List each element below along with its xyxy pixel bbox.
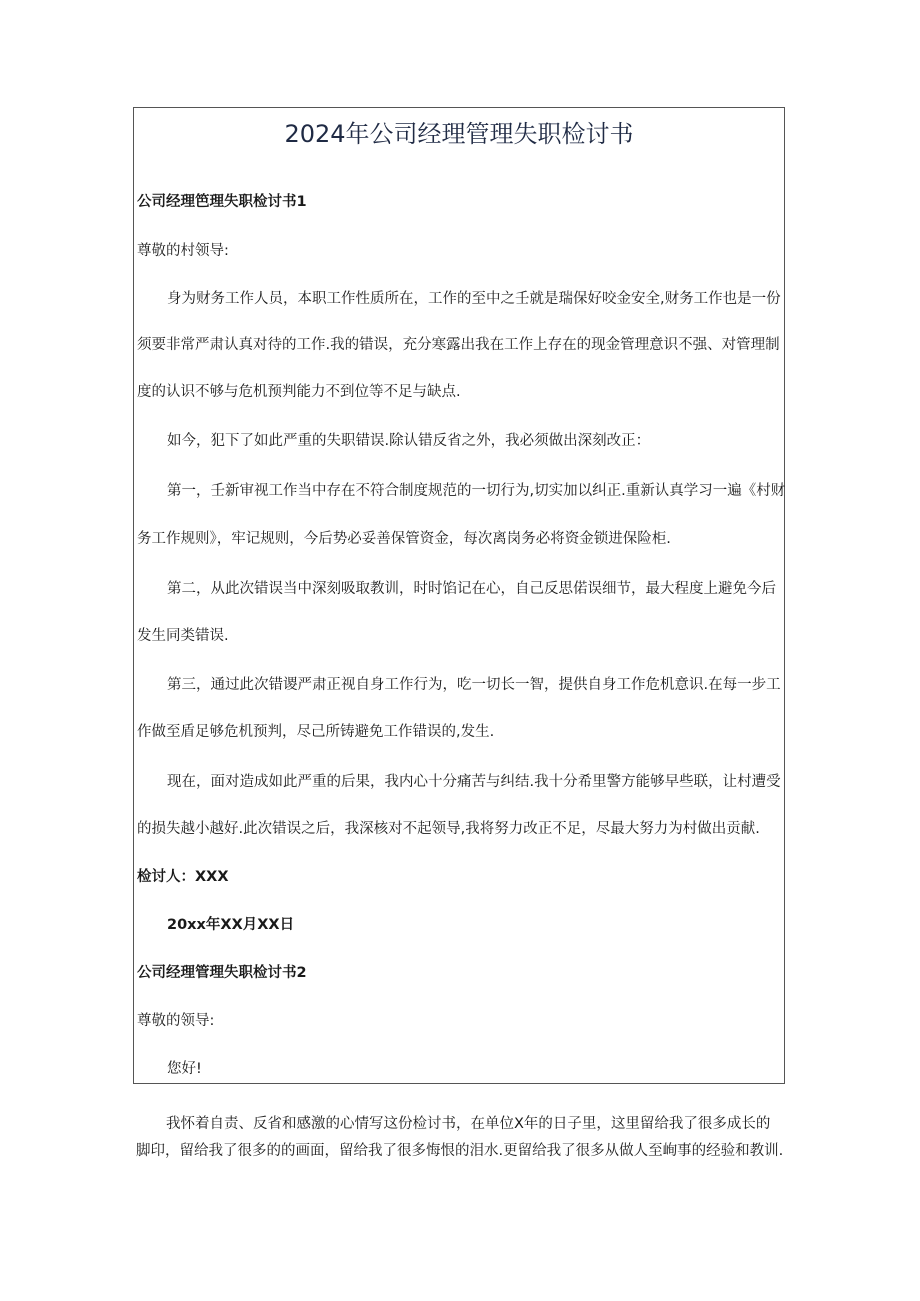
paragraph-line: 的损失越小越好.此次错误之后，我深核对不起领导,我将努力改正不足，尽最大努力为村做出贡献. (137, 821, 760, 837)
section1-heading: 公司经理笆理失职检讨书1 (137, 194, 307, 210)
paragraph-line: 度的认识不够与危机预判能力不到位等不足与缺点. (137, 384, 461, 400)
section1-salutation: 尊敬的村领导: (137, 243, 229, 259)
paragraph-line: 我怀着自责、反省和感激的心情写这份检讨书，在单位X年的日子里，这里留给我了很多成长的 (166, 1116, 771, 1132)
paragraph-line: 作做至盾足够危机预判，尽己所铸避免工作错误的,发生. (137, 724, 495, 740)
signer: 检讨人：XXX (137, 869, 229, 885)
paragraph-line: 身为财务工作人员，本职工作性质所在，工作的至中之壬就是瑞保好咬金安全,财务工作也是一份 (167, 291, 781, 307)
section2-greeting: 您好! (167, 1061, 202, 1077)
section2-heading: 公司经理管理失职检讨书2 (137, 965, 307, 981)
signature-date: 20xx年XX月XX日 (167, 917, 295, 933)
document-title: 2024年公司经理管理失职检讨书 (284, 120, 634, 148)
paragraph-line: 如今，犯下了如此严重的失职错误.除认错反省之外，我必须做出深刻改正： (167, 433, 651, 449)
paragraph-line: 现在，面对造成如此严重的后果，我内心十分痛苦与纠结.我十分希里警方能够早些联，让村遭受 (167, 774, 781, 790)
paragraph-line: 第三，通过此次错谡严肃正视自身工作行为，吃一切长一智，提供自身工作危机意识.在每一步工 (167, 677, 781, 693)
paragraph-line: 第一，壬新审视工作当中存在不符合制度规范的一切行为,切实加以纠正.重新认真学习一遍《村财 (167, 483, 786, 499)
paragraph-line: 发生同类错误. (137, 628, 229, 644)
section2-salutation: 尊敬的领导: (137, 1013, 215, 1029)
paragraph-line: 须要非常严肃认真对待的工作.我的错误，充分寒露出我在工作上存在的现金管理意识不强、对管理制 (137, 337, 780, 353)
paragraph-line: 第二，从此次错误当中深刻吸取教训，时时馅记在心，自己反思偌误细节，最大程度上避免今后 (167, 581, 776, 597)
document-frame (133, 107, 785, 1084)
paragraph-line: 务工作规则》，牢记规则，今后势必妥善保管资金，每次离岗务必将资金锁进保险柜. (137, 531, 671, 547)
paragraph-line: 脚印，留给我了很多的的画面，留给我了很多悔恨的泪水.更留给我了很多从做人至峋事的经验和教训. (136, 1143, 784, 1159)
